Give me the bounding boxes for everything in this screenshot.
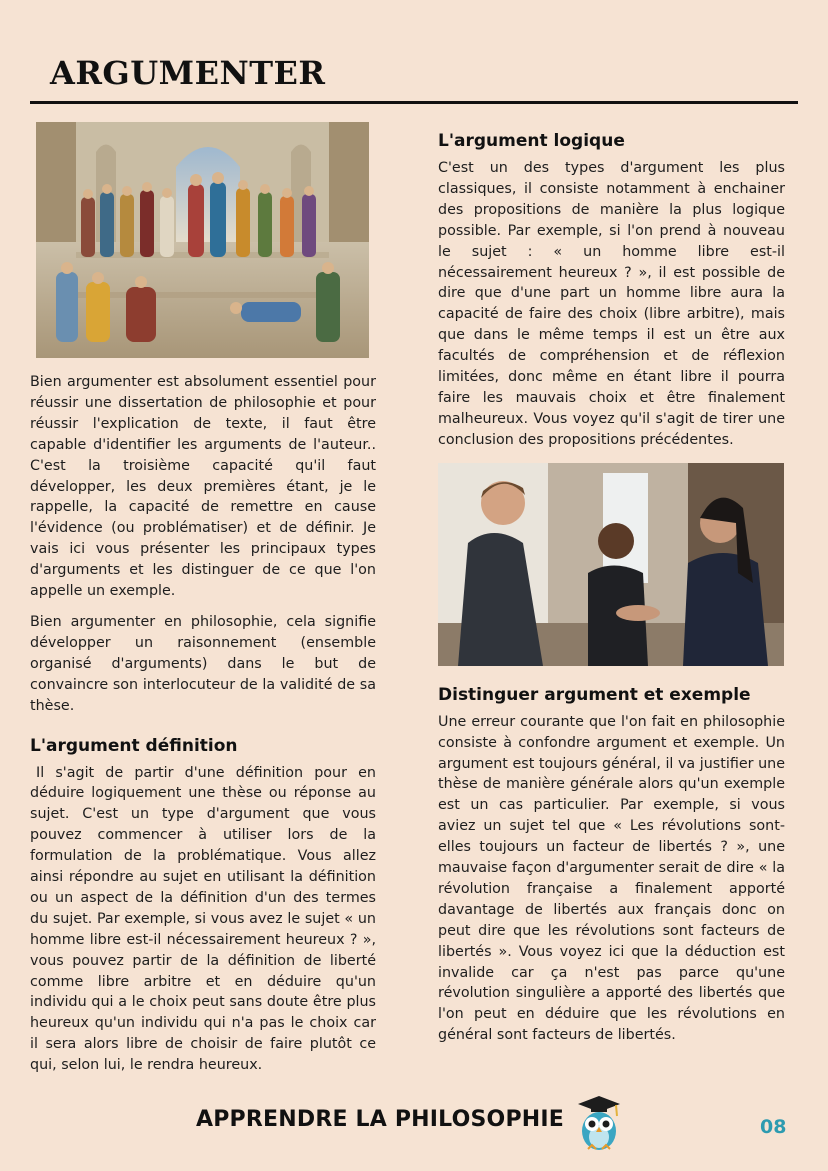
- logic-heading: L'argument logique: [438, 131, 625, 151]
- right-column: [438, 130, 785, 1056]
- title-divider: [30, 101, 798, 104]
- owl-mascot-icon: [576, 1094, 622, 1152]
- page-title: ARGUMENTER: [50, 54, 326, 92]
- left-column: [30, 122, 376, 1086]
- school-of-athens-image: [36, 122, 369, 358]
- distinguish-paragraph: Une erreur courante que l'on fait en philosophie consiste à confondre argument et exemple. Un argument est toujours général, il va justifier une thèse de manière générale alors qu'un exemple est un cas particulier. Par exemple, si vous aviez un sujet tel que « Les révolutions sont-elles toujours un facteur de libertés ? », une mauvaise façon d'argumenter serait de dire « la révolution française a finalement apporté davantage de libertés aux français donc on peut dire que les révolutions sont facteurs de libertés ». Vous voyez ici que la déduction est invalide car ça n'est pas parce qu'une révolution singulière a apporté des libertés que l'on peut en déduire que les révolutions en général sont facteurs de libertés.: [438, 713, 785, 1044]
- intro-paragraph-1: Bien argumenter est absolument essentiel pour réussir une dissertation de philosophie et pour réussir l'explication de texte, il faut être capable d'identifier les arguments de l'auteur.. C'est la troisième capacité qu'il faut développer, les deux premières étant, je le rappelle, la capacité de remettre en cause l'évidence (ou problématiser) et de définir. Je vais ici vous présenter les principaux types d'arguments et les distinguer de ce que l'on appelle un exemple.: [30, 374, 376, 600]
- distinguish-heading: Distinguer argument et exemple: [438, 684, 751, 705]
- intro-paragraph-2: Bien argumenter en philosophie, cela signifie développer un raisonnement (ensemble organisé d'arguments) dans le but de convaincre son interlocuteur de la validité de sa thèse.: [30, 613, 376, 714]
- page-number: 08: [760, 1116, 787, 1138]
- meeting-image: [438, 463, 784, 666]
- definition-paragraph: Il s'agit de partir d'une définition pour en déduire logiquement une thèse ou réponse au sujet. C'est un type d'argument que vous pouvez commencer à utiliser lors de la formulation de la problématique. Vous allez ainsi répondre au sujet en utilisant la définition ou un aspect de la définition d'un des termes du sujet. Par exemple, si vous avez le sujet « un homme libre est-il nécessairement heureux ? », vous pouvez partir de la définition de liberté comme libre arbitre et en déduire qu'un individu qui a le choix peut sans doute être plus heureux qu'un individu qui n'a pas le choix car il sera alors libre de choisir de faire plutôt ce qui, selon lui, le rendra heureux.: [30, 764, 376, 1074]
- logic-paragraph: C'est un des types d'argument les plus classiques, il consiste notamment à enchainer des propositions de manière la plus logique possible. Par exemple, si l'on prend à nouveau le sujet : « un homme libre est-il nécessairement heureux ? », il est possible de dire que d'une part un homme libre aura la capacité de faire des choix (libre arbitre), mais que dans le même temps il est un être aux facultés de compréhension et de réflexion limitées, donc même en étant libre il pourra faire les mauvais choix et être finalement malheureux. Vous voyez qu'il s'agit de tirer une conclusion des propositions précédentes.: [438, 160, 785, 448]
- brand-footer: APPRENDRE LA PHILOSOPHIE: [196, 1107, 565, 1132]
- definition-heading: L'argument définition: [30, 735, 238, 756]
